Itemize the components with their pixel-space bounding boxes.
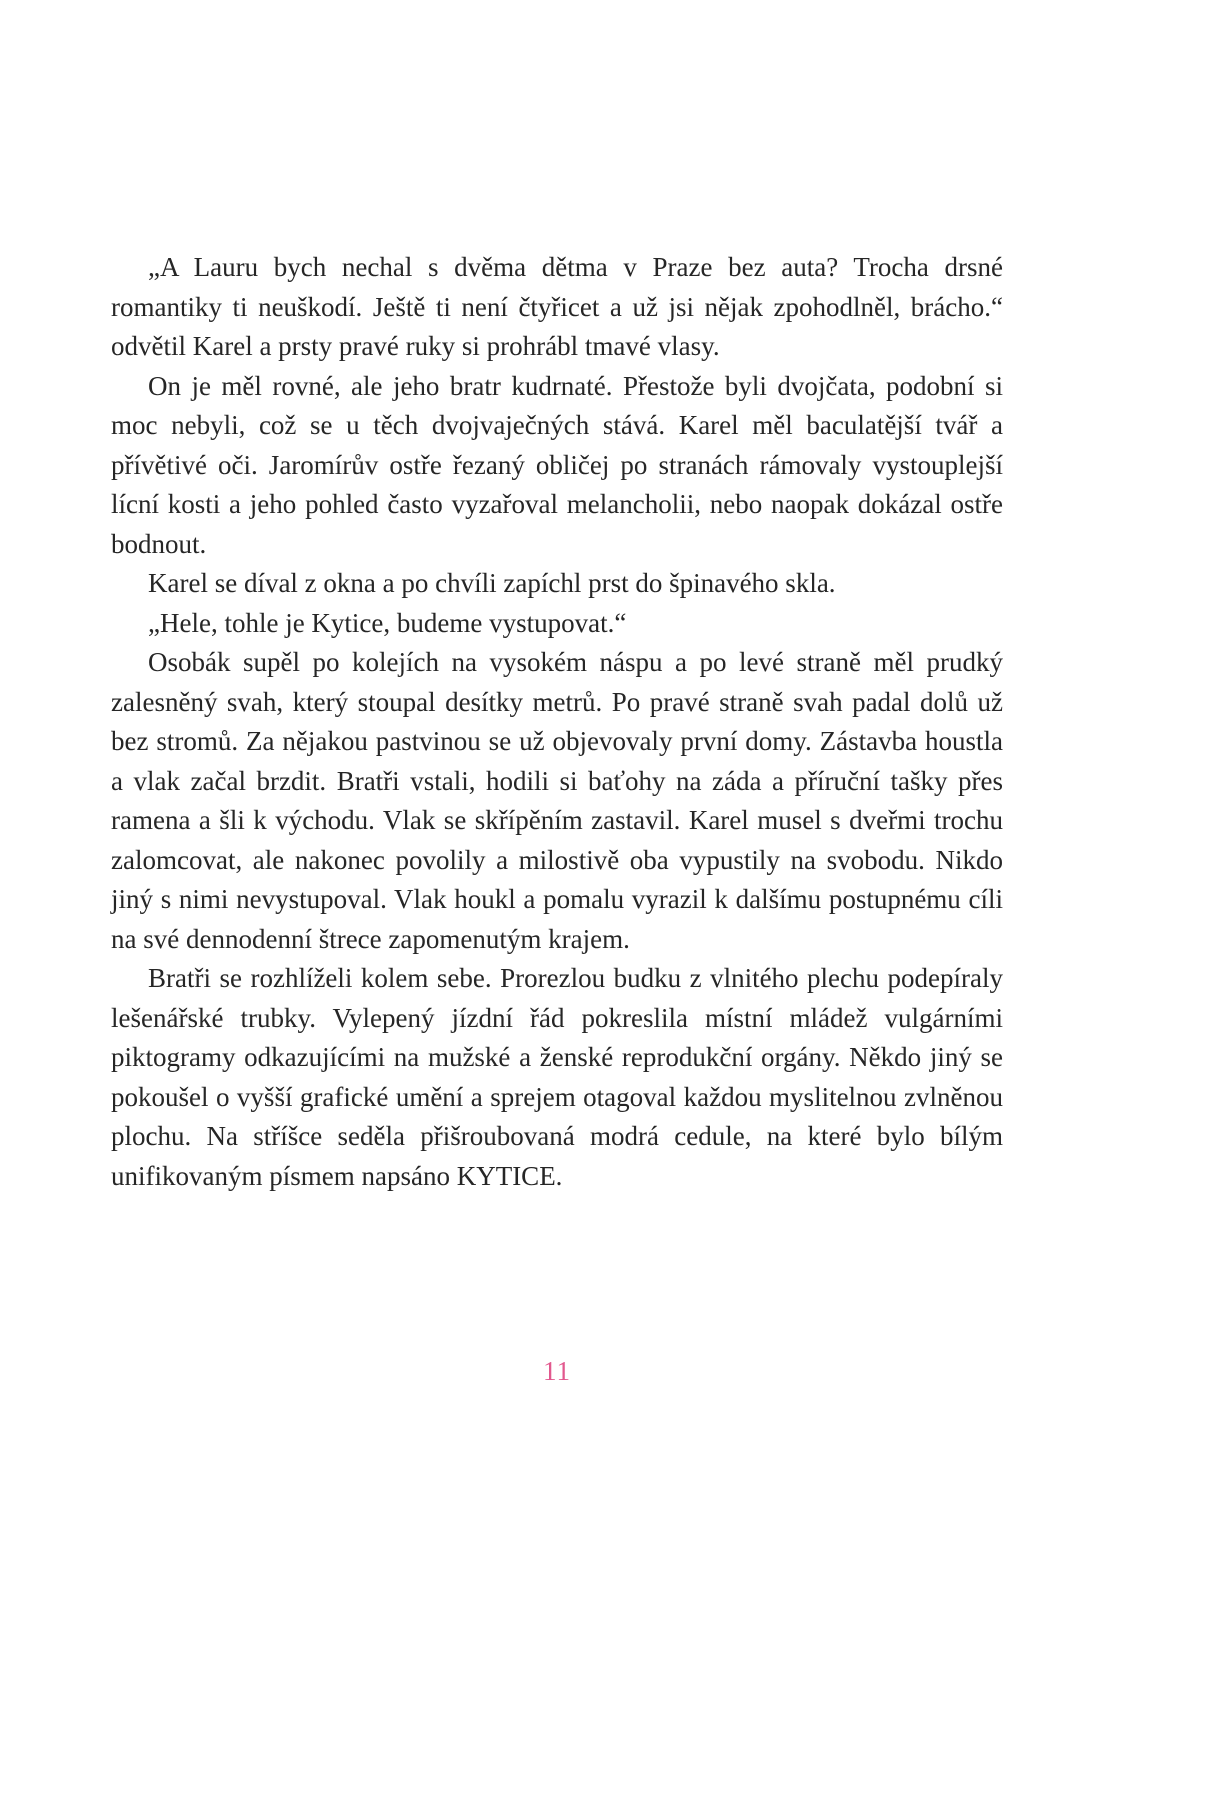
page-number: 11 <box>543 1356 571 1386</box>
body-text <box>111 248 1003 1196</box>
body-paragraph: On je měl rovné, ale jeho bratr kudrnaté. Přestože byli dvojčata, podobní si moc nebyli, což se u těch dvojvaječných stává. Karel měl baculatější tvář a přívětivé oči. Jaromírův ostře řezaný obličej po stranách rámovaly vystouplejší lícní kosti a jeho pohled často vyzařoval melancholii, nebo naopak dokázal ostře bodnout. <box>111 370 1003 559</box>
body-paragraph: „A Lauru bych nechal s dvěma dětma v Praze bez auta? Trocha drsné romantiky ti neuškodí. Ještě ti není čtyřicet a už jsi nějak zpohodlněl, brácho.“ odvětil Karel a prsty pravé ruky si prohrábl tmavé vlasy. <box>111 252 1003 361</box>
body-paragraph: Osobák supěl po kolejích na vysokém náspu a po levé straně měl prudký zalesněný svah, který stoupal desítky metrů. Po pravé straně svah padal dolů už bez stromů. Za nějakou pastvinou se už objevovaly první domy. Zástavba houstla a vlak začal brzdit. Bratři vstali, hodili si baťohy na záda a příruční tašky přes ramena a šli k východu. Vlak se skřípěním zastavil. Karel musel s dveřmi trochu zalomcovat, ale nakonec povolily a milostivě oba vypustily na svobodu. Nikdo jiný s nimi nevystupoval. Vlak houkl a pomalu vyrazil k dalšímu postupnému cíli na své dennodenní štrece zapomenutým krajem. <box>111 647 1003 954</box>
body-paragraph: Bratři se rozhlíželi kolem sebe. Prorezlou budku z vlnitého plechu podepíraly lešenářské trubky. Vylepený jízdní řád pokreslila místní mládež vulgárními piktogramy odkazujícími na mužské a ženské reprodukční orgány. Někdo jiný se pokoušel o vyšší grafické umění a sprejem otagoval každou myslitelnou zvlněnou plochu. Na stříšce seděla přišroubovaná modrá cedule, na které bylo bílým unifikovaným písmem napsáno KYTICE. <box>111 963 1003 1191</box>
body-paragraph: Karel se díval z okna a po chvíli zapíchl prst do špinavého skla. <box>148 568 836 598</box>
body-paragraph: „Hele, tohle je Kytice, budeme vystupovat.“ <box>148 607 627 638</box>
